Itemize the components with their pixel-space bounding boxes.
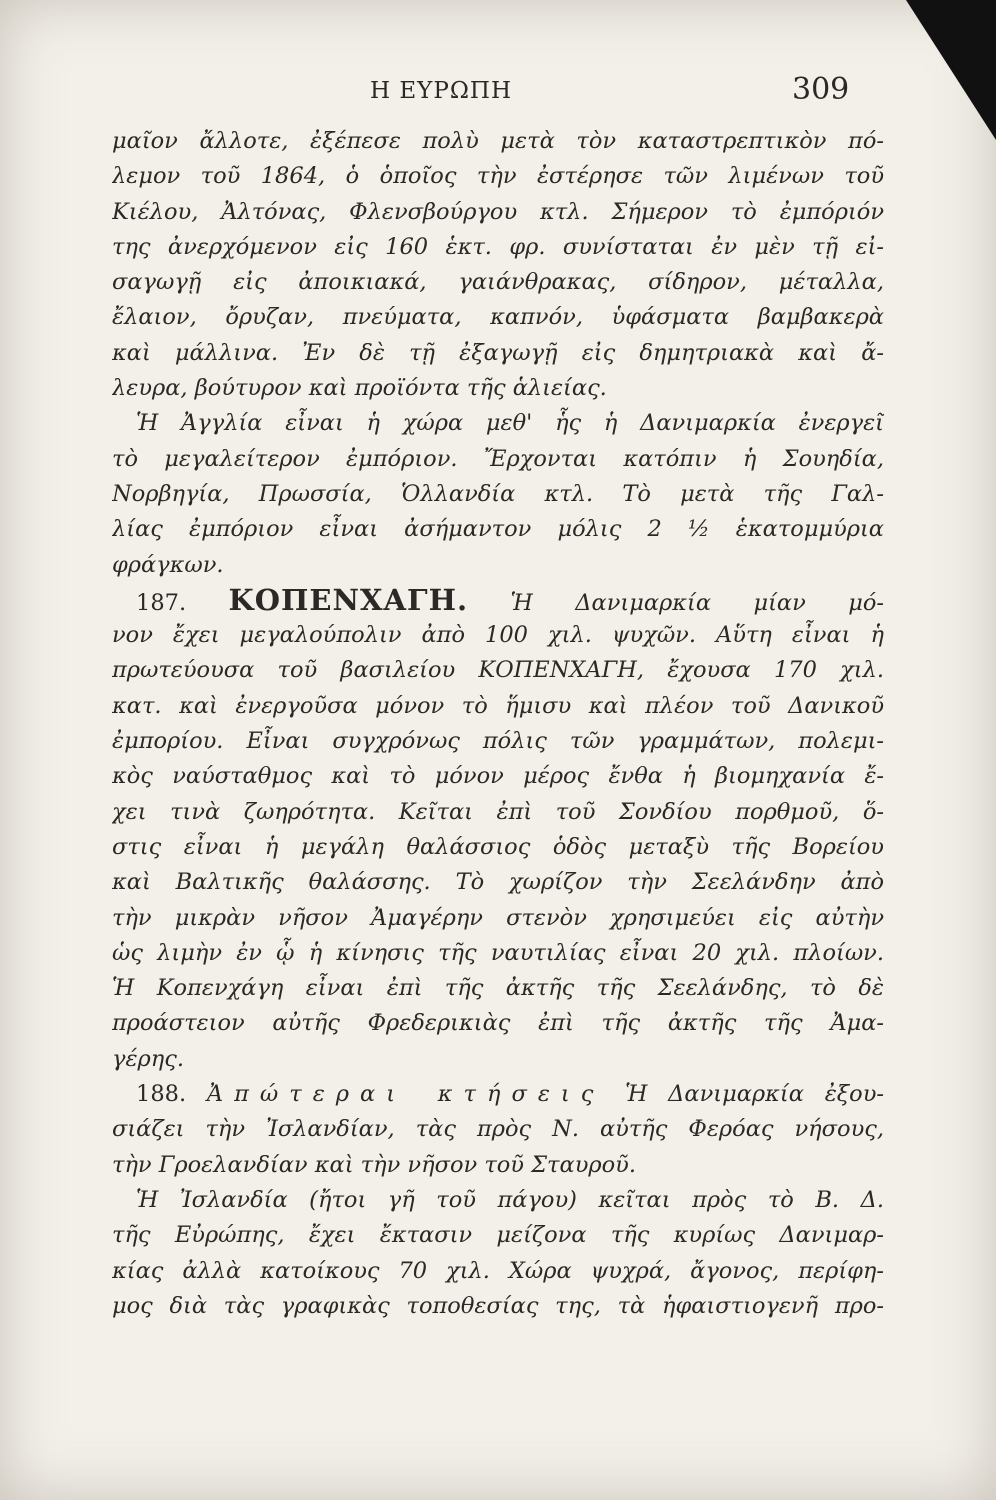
text-line: Κιέλου, Ἀλτόνας, Φλενσβούργου κτλ. Σήμερον τὸ ἐμπόριόν xyxy=(112,198,884,225)
text-line: στις εἶναι ἡ μεγάλη θαλάσσιος ὁδὸς μεταξὺ τῆς Βορείου xyxy=(112,833,884,860)
section-187-line xyxy=(112,583,884,618)
page-number: 309 xyxy=(792,72,850,107)
section-heading: Ἀπώτεραι κτήσεις xyxy=(206,1081,605,1108)
text-line: γέρης. xyxy=(112,1045,184,1072)
text-line: κίας ἀλλὰ κατοίκους 70 χιλ. Χώρα ψυχρά, ἄγονος, περίφη- xyxy=(112,1257,884,1284)
text-line: χει τινὰ ζωηρότητα. Κεῖται ἐπὶ τοῦ Σονδίου πορθμοῦ, ὅ- xyxy=(112,798,884,825)
text-line: καὶ μάλλινα. Ἐν δὲ τῇ ἐξαγωγῇ εἰς δημητριακὰ καὶ ἄ- xyxy=(112,339,884,366)
text-line: τὴν μικρὰν νῆσον Ἀμαγέρην στενὸν χρησιμεύει εἰς αὐτὴν xyxy=(112,904,884,931)
text-line: μος διὰ τὰς γραφικὰς τοποθεσίας της, τὰ ἡφαιστιογενῆ προ- xyxy=(112,1292,884,1319)
page-header xyxy=(0,70,996,120)
text-line: Ἡ Ἰσλανδία (ἤτοι γῆ τοῦ πάγου) κεῖται πρὸς τὸ Β. Δ. xyxy=(136,1186,884,1213)
text-line: σαγωγῇ εἰς ἀποικιακά, γαιάνθρακας, σίδηρον, μέταλλα, xyxy=(112,269,884,296)
text-line: τῆς Εὐρώπης, ἔχει ἔκτασιν μείζονα τῆς κυρίως Δανιμαρ- xyxy=(112,1222,884,1249)
body-text xyxy=(112,124,884,1324)
text-line: ἔλαιον, ὄρυζαν, πνεύματα, καπνόν, ὑφάσματα βαμβακερὰ xyxy=(112,304,884,331)
text-line: μαῖον ἄλλοτε, ἐξέπεσε πολὺ μετὰ τὸν καταστρεπτικὸν πό- xyxy=(112,128,884,154)
section-188-line xyxy=(112,1077,884,1112)
text-line: λευρα, βούτυρον καὶ προϊόντα τῆς ἁλιείας. xyxy=(112,375,607,402)
text-line: της ἀνερχόμενον εἰς 160 ἑκτ. φρ. συνίσταται ἐν μὲν τῇ εἰ- xyxy=(112,233,884,260)
text-line: σιάζει τὴν Ἰσλανδίαν, τὰς πρὸς Ν. αὐτῆς Φερόας νήσους, xyxy=(112,1116,884,1143)
section-text: Ἡ Δανιμαρκία μίαν μό- xyxy=(468,589,884,616)
text-line: Ἡ Ἀγγλία εἶναι ἡ χώρα μεθ' ἧς ἡ Δανιμαρκία ἐνεργεῖ xyxy=(136,410,884,437)
text-line: Ἡ Κοπενχάγη εἶναι ἐπὶ τῆς ἀκτῆς τῆς Σεελάνδης, τὸ δὲ xyxy=(112,975,884,1002)
text-line: πρωτεύουσα τοῦ βασιλείου ΚΟΠΕΝΧΑΓΗ, ἔχουσα 170 χιλ. xyxy=(112,657,884,684)
text-line: λίας ἐμπόριον εἶναι ἀσήμαντον μόλις 2 ½ ἑκατομμύρια xyxy=(112,516,884,543)
text-line: λεμον τοῦ 1864, ὁ ὁποῖος τὴν ἐστέρησε τῶν λιμένων τοῦ xyxy=(112,163,884,190)
section-number: 187. xyxy=(136,589,187,616)
text-line: Νορβηγία, Πρωσσία, Ὁλλανδία κτλ. Τὸ μετὰ τῆς Γαλ- xyxy=(112,480,884,507)
text-line: κὸς ναύσταθμος καὶ τὸ μόνον μέρος ἔνθα ἡ βιομηχανία ἔ- xyxy=(112,763,884,790)
text-line: ὡς λιμὴν ἐν ᾧ ἡ κίνησις τῆς ναυτιλίας εἶναι 20 χιλ. πλοίων. xyxy=(112,939,884,966)
text-line: καὶ Βαλτικῆς θαλάσσης. Τὸ χωρίζον τὴν Σεελάνδην ἀπὸ xyxy=(112,869,884,896)
text-line: τὴν Γροελανδίαν καὶ τὴν νῆσον τοῦ Σταυροῦ. xyxy=(112,1151,636,1178)
text-line: νον ἔχει μεγαλούπολιν ἀπὸ 100 χιλ. ψυχῶν. Αὕτη εἶναι ἡ xyxy=(112,622,884,649)
running-title: Η ΕΥΡΩΠΗ xyxy=(370,78,513,104)
section-heading: ΚΟΠΕΝΧΑΓΗ. xyxy=(228,582,469,617)
text-line: κατ. καὶ ἐνεργοῦσα μόνον τὸ ἥμισυ καὶ πλέον τοῦ Δανικοῦ xyxy=(112,692,884,719)
text-line: ἐμπορίου. Εἶναι συγχρόνως πόλις τῶν γραμμάτων, πολεμι- xyxy=(112,728,884,755)
text-line: φράγκων. xyxy=(112,551,224,578)
text-line: τὸ μεγαλείτερον ἐμπόριον. Ἔρχονται κατόπιν ἡ Σουηδία, xyxy=(112,445,884,472)
section-text: Ἡ Δανιμαρκία ἐξου- xyxy=(604,1081,884,1108)
text-line: προάστειον αὐτῆς Φρεδερικιὰς ἐπὶ τῆς ἀκτῆς τῆς Ἀμα- xyxy=(112,1010,884,1037)
section-number: 188. xyxy=(136,1081,187,1108)
